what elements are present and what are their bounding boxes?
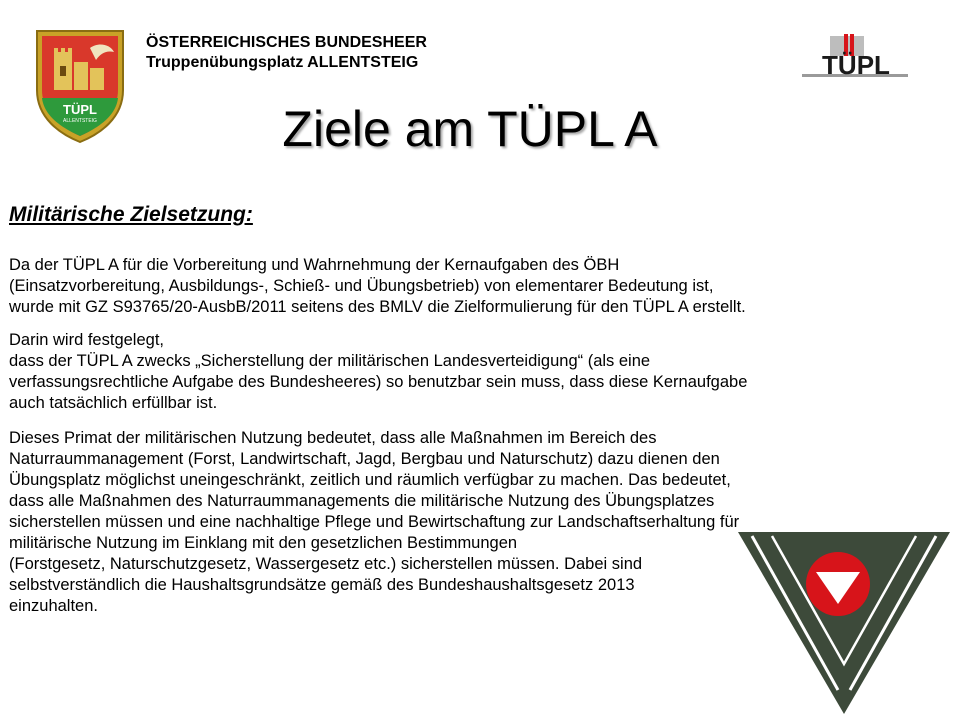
paragraph-3	[9, 428, 739, 617]
text-line: Naturraummanagement (Forst, Landwirtschaft, Jagd, Bergbau und Naturschutz) dazu dienen den	[9, 450, 720, 468]
text-line: Übungsplatz möglichst uneingeschränkt, zeitlich und räumlich verfügbar zu machen. Das bedeutet,	[9, 471, 731, 489]
paragraph-1	[9, 255, 746, 318]
text-line: auch tatsächlich erfüllbar ist.	[9, 394, 218, 412]
text-line: sicherstellen müssen und eine nachhaltige Pflege und Bewirtschaftung zur Landschaftserhaltung für	[9, 513, 740, 531]
text-line: selbstverständlich die Haushaltsgrundsätze gemäß des Bundeshaushaltsgesetz 2013	[9, 576, 635, 594]
org-line-2: Truppenübungsplatz ALLENTSTEIG	[146, 54, 419, 71]
text-line: Da der TÜPL A für die Vorbereitung und Wahrnehmung der Kernaufgaben des ÖBH	[9, 256, 620, 274]
text-line: (Forstgesetz, Naturschutzgesetz, Wassergesetz etc.) sicherstellen müssen. Dabei sind	[9, 555, 643, 573]
text-line: wurde mit GZ S93765/20-AusbB/2011 seitens des BMLV die Zielformulierung für den TÜPL A erstellt.	[9, 298, 746, 316]
tupl-logo-text: TÜPL	[822, 50, 890, 80]
crest-label: TÜPL	[63, 102, 97, 117]
bundesheer-triangle-emblem-icon	[738, 532, 950, 714]
text-line: verfassungsrechtliche Aufgabe des Bundesheeres) so benutzbar sein muss, dass diese Kernaufgabe	[9, 373, 748, 391]
org-line-1: ÖSTERREICHISCHES BUNDESHEER	[146, 34, 427, 51]
text-line: dass der TÜPL A zwecks „Sicherstellung der militärischen Landesverteidigung“ (als eine	[9, 352, 651, 370]
organization-name	[146, 33, 427, 73]
text-line: (Einsatzvorbereitung, Ausbildungs-, Schieß- und Übungsbetrieb) von elementarer Bedeutung ist,	[9, 277, 714, 295]
text-line: militärische Nutzung im Einklang mit den gesetzlichen Bestimmungen	[9, 534, 518, 552]
text-line: einzuhalten.	[9, 597, 98, 615]
page-title: Ziele am TÜPL A	[282, 101, 658, 157]
section-heading: Militärische Zielsetzung:	[9, 203, 253, 226]
text-line: Darin wird festgelegt,	[9, 331, 164, 349]
tupl-logo-icon	[800, 34, 912, 82]
text-line: Dieses Primat der militärischen Nutzung bedeutet, dass alle Maßnahmen im Bereich des	[9, 429, 657, 447]
text-line: dass alle Maßnahmen des Naturraummanagements die militärische Nutzung des Übungsplatzes	[9, 492, 715, 510]
paragraph-2	[9, 330, 747, 414]
crest-sublabel: ALLENTSTEIG	[63, 118, 97, 124]
